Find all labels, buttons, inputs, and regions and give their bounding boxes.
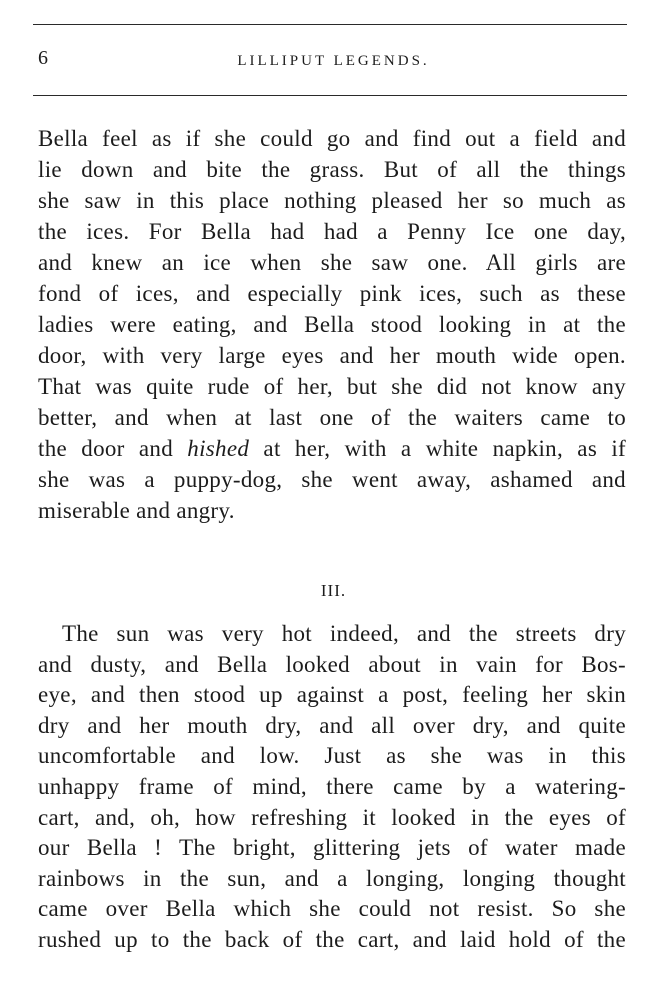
text-line: That was quite rude of her, but she did not know any (38, 374, 626, 399)
text-line: fond of ices, and especially pink ices, such as these (38, 281, 626, 306)
text-line-with-italic (38, 433, 626, 464)
text-line: Bella feel as if she could go and find out a field and (38, 126, 626, 151)
text-line: cart, and, oh, how refreshing it looked in the eyes of (38, 804, 626, 830)
paragraph-1 (38, 123, 626, 526)
text-line: ladies were eating, and Bella stood looking in at the (38, 312, 626, 337)
header-top-rule (33, 24, 627, 25)
text-line: The sun was very hot indeed, and the streets dry (62, 621, 626, 646)
text-line: and knew an ice when she saw one. All girls are (38, 250, 626, 275)
running-head: LILLIPUT LEGENDS. (237, 53, 430, 69)
text-segment: at her, with a white napkin, as if (249, 436, 626, 461)
text-line: and dusty, and Bella looked about in vain for Bos- (38, 651, 626, 677)
text-line: door, with very large eyes and her mouth wide open. (38, 343, 626, 368)
text-line: she was a puppy-dog, she went away, ashamed and (38, 467, 626, 492)
text-line: rainbows in the sun, and a longing, longing thought (38, 865, 626, 891)
header-bottom-rule (33, 95, 627, 96)
text-segment: the door and (38, 436, 188, 461)
text-line: lie down and bite the grass. But of all the things (38, 157, 626, 182)
text-line: our Bella ! The bright, glittering jets of water made (38, 835, 626, 861)
italic-word: hished (187, 436, 250, 461)
text-line: eye, and then stood up against a post, feeling her skin (38, 682, 626, 708)
text-line: the ices. For Bella had had a Penny Ice one day, (38, 219, 626, 244)
text-line: unhappy frame of mind, there came by a watering- (38, 773, 626, 799)
section-heading: III. (320, 581, 347, 600)
text-line: dry and her mouth dry, and all over dry, and quite (38, 712, 626, 738)
text-line: better, and when at last one of the waiters came to (38, 405, 626, 430)
text-line: she saw in this place nothing pleased her so much as (38, 188, 626, 213)
text-line: uncomfortable and low. Just as she was in this (38, 743, 626, 769)
text-line: came over Bella which she could not resist. So she (38, 896, 626, 922)
paragraph-2 (38, 619, 626, 956)
page-number: 6 (38, 47, 48, 69)
text-line: rushed up to the back of the cart, and laid hold of the (38, 926, 626, 952)
text-line: miserable and angry. (38, 498, 235, 523)
